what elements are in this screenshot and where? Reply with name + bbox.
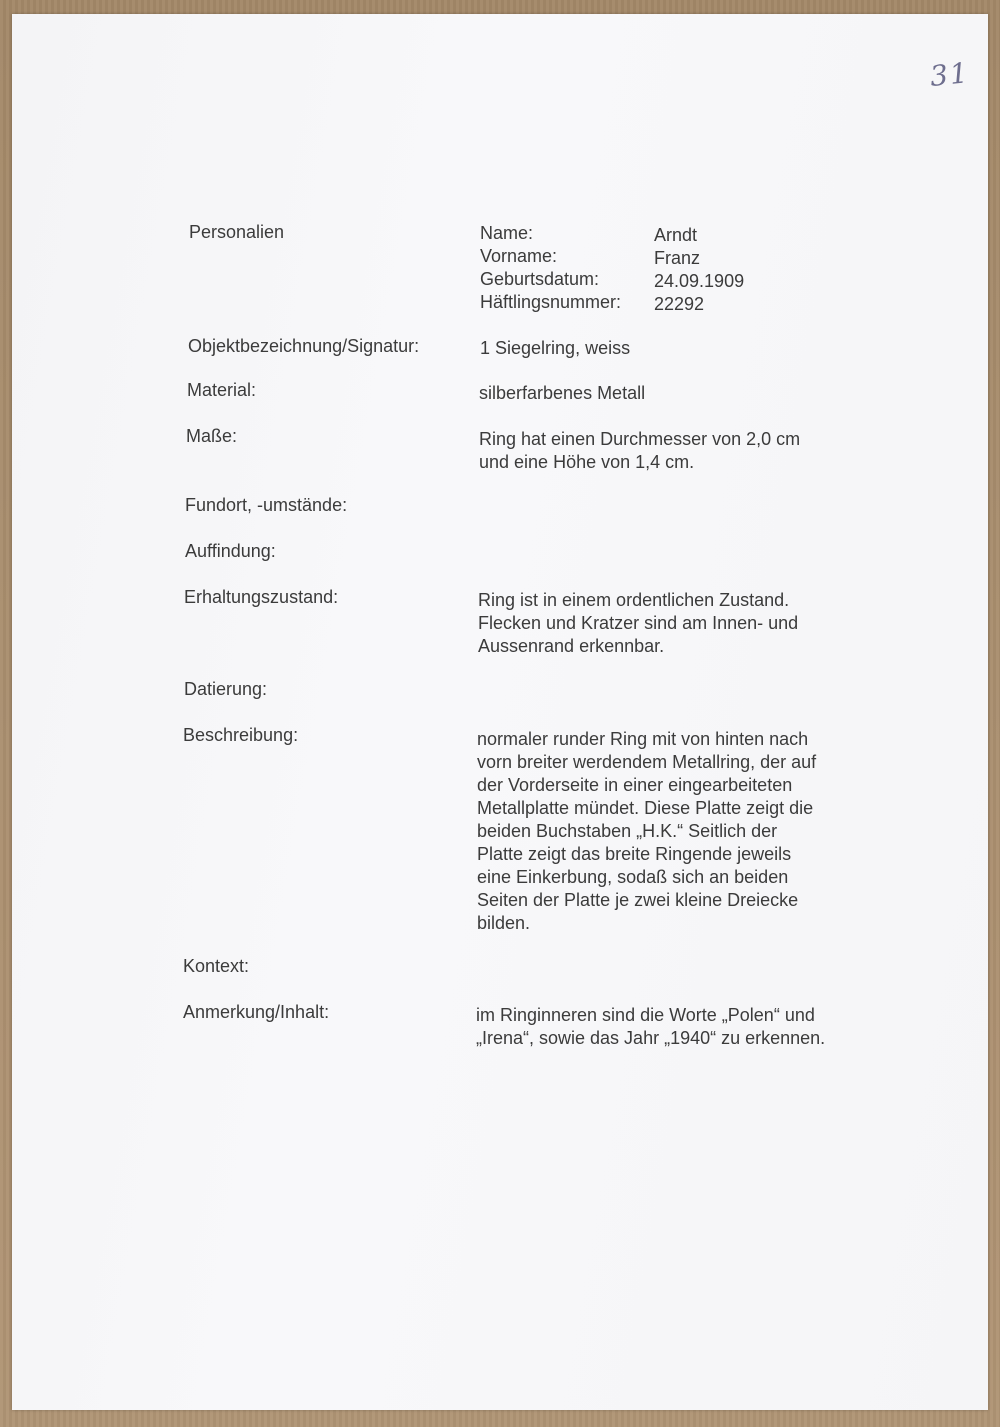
value-beschreibung: normaler runder Ring mit von hinten nach vorn breiter werdendem Metallring, der auf der Vorderseite in einer eingearbeiteten Metallplatte mündet. Diese Platte zeigt die beiden Buchstaben „H.K.“ Seitlich der Platte zeigt das breite Ringende jeweils eine Einkerbung, sodaß sich an beiden Seiten der Platte je zwei kleine Dreiecke bilden. xyxy=(477,729,817,933)
personalien-fields xyxy=(480,222,744,314)
field-geburtsdatum-value: 24.09.1909 xyxy=(654,271,745,291)
document-sheet xyxy=(12,14,988,1410)
label-masse: Maße: xyxy=(186,426,238,446)
value-erhaltungszustand: Ring ist in einem ordentlichen Zustand. Flecken und Kratzer sind am Innen- und Aussenrand erkennbar. xyxy=(478,590,799,656)
field-name-value: Arndt xyxy=(654,225,698,245)
field-vorname-key: Vorname: xyxy=(480,246,558,266)
label-personalien: Personalien xyxy=(189,222,285,242)
label-auffindung: Auffindung: xyxy=(185,541,276,561)
field-name-key: Name: xyxy=(480,223,534,243)
value-material: silberfarbenes Metall xyxy=(479,383,646,403)
field-haeftlingsnummer-key: Häftlingsnummer: xyxy=(480,292,622,312)
field-geburtsdatum-key: Geburtsdatum: xyxy=(480,269,600,289)
value-anmerkung: im Ringinneren sind die Worte „Polen“ und „Irena“, sowie das Jahr „1940“ zu erkennen. xyxy=(476,1005,826,1048)
value-objektbezeichnung: 1 Siegelring, weiss xyxy=(480,338,631,358)
label-erhaltungszustand: Erhaltungszustand: xyxy=(184,587,339,607)
handwritten-page-number: 31 xyxy=(928,56,972,93)
label-anmerkung: Anmerkung/Inhalt: xyxy=(183,1002,330,1022)
field-haeftlingsnummer-value: 22292 xyxy=(654,294,705,314)
label-beschreibung: Beschreibung: xyxy=(183,725,299,745)
field-vorname-value: Franz xyxy=(654,248,701,268)
label-material: Material: xyxy=(187,380,257,400)
label-datierung: Datierung: xyxy=(184,679,268,699)
label-kontext: Kontext: xyxy=(183,956,250,976)
label-objektbezeichnung: Objektbezeichnung/Signatur: xyxy=(188,336,420,356)
label-fundort: Fundort, -umstände: xyxy=(185,495,348,515)
value-masse: Ring hat einen Durchmesser von 2,0 cm und eine Höhe von 1,4 cm. xyxy=(479,429,801,472)
